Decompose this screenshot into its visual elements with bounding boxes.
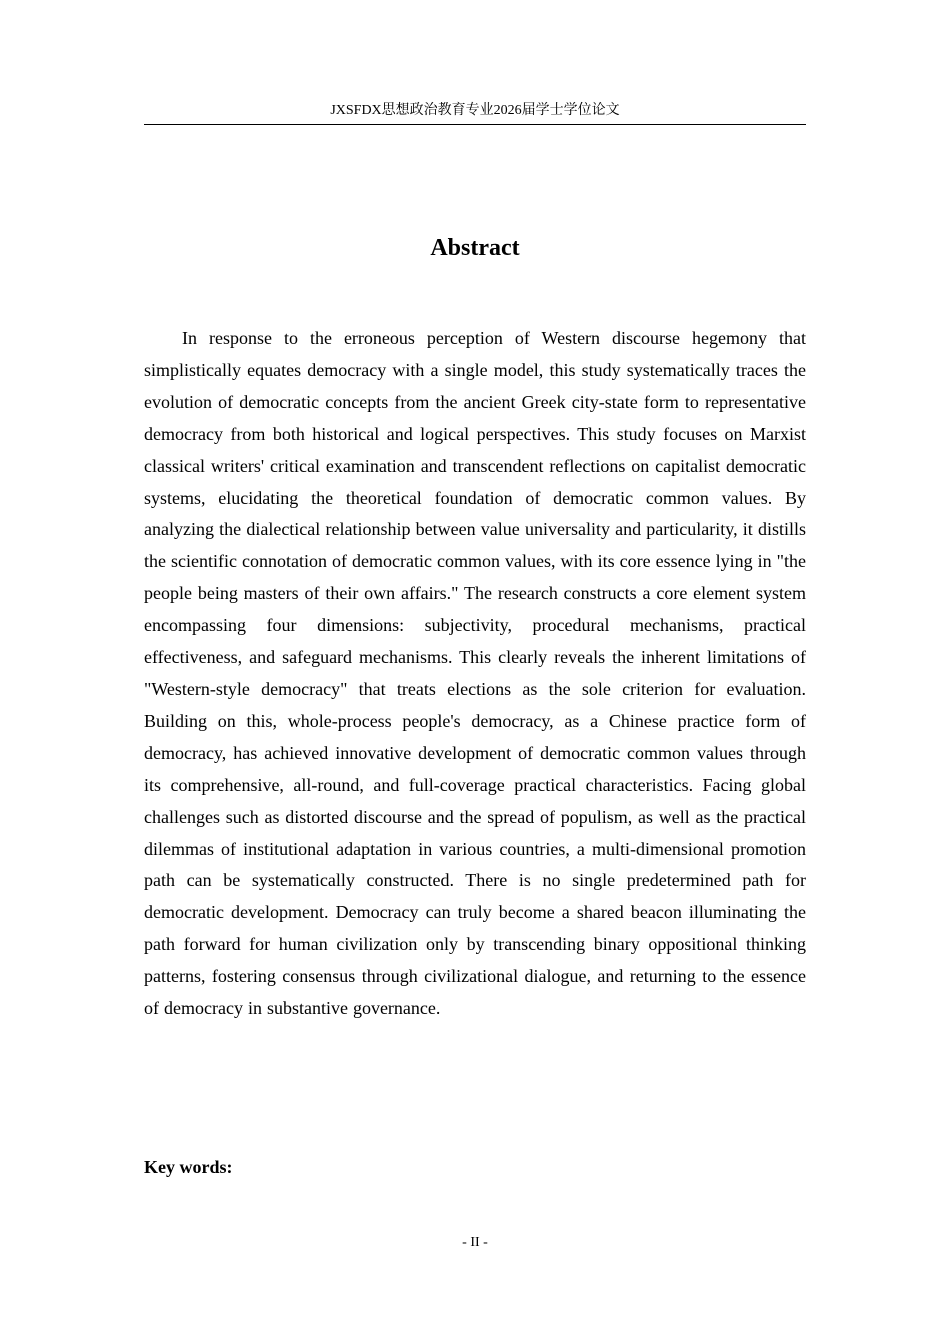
page-number: - II - <box>462 1235 488 1250</box>
keywords-label: Key words: <box>144 1157 233 1177</box>
abstract-body: In response to the erroneous perception of Western discourse hegemony that simplistically equates democracy with a single model, this study systematically traces the evolution of democratic concepts from the ancient Greek city-state form to representative democracy from both historical and logical perspectives. This study focuses on Marxist classical writers' critical examination and transcendent reflections on capitalist democratic systems, elucidating the theoretical foundation of democratic common values. By analyzing the dialectical relationship between value universality and particularity, it distills the scientific connotation of democratic common values, with its core essence lying in "the people being masters of their own affairs." The research constructs a core element system encompassing four dimensions: subjectivity, procedural mechanisms, practical effectiveness, and safeguard mechanisms. This clearly reveals the inherent limitations of "Western-style democracy" that treats elections as the sole criterion for evaluation. Building on this, whole-process people's democracy, as a Chinese practice form of democracy, has achieved innovative development of democratic common values through its comprehensive, all-round, and full-coverage practical characteristics. Facing global challenges such as distorted discourse and the spread of populism, as well as the practical dilemmas of institutional adaptation in various countries, a multi-dimensional promotion path can be systematically constructed. There is no single predetermined path for democratic development. Democracy can truly become a shared beacon illuminating the path forward for human civilization only by transcending binary oppositional thinking patterns, fostering consensus through civilizational dialogue, and returning to the essence of democracy in substantive governance. <box>144 328 806 1019</box>
running-header: JXSFDX思想政治教育专业2026届学士学位论文 <box>144 101 806 125</box>
abstract-title: Abstract <box>430 235 520 261</box>
keywords-line <box>144 1154 806 1180</box>
